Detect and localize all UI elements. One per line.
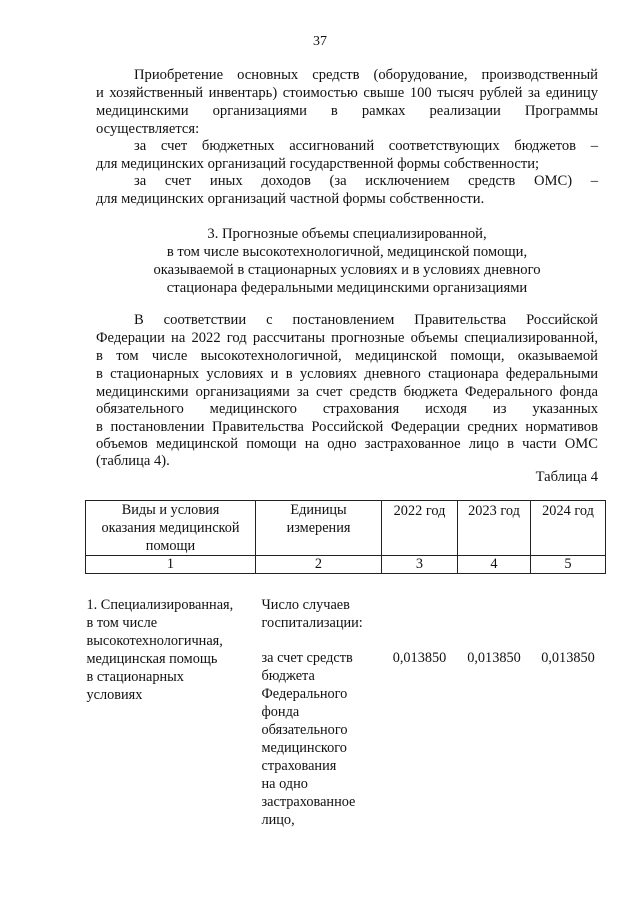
intro-line: за счет иных доходов (за исключением средств ОМС) – <box>134 173 598 189</box>
intro-line: за счет бюджетных ассигнований соответствующих бюджетов – <box>134 138 598 154</box>
section-title-line: в том числе высокотехнологичной, медицинской помощи, <box>166 244 528 260</box>
body-line: в том числе высокотехнологичной, медицинской помощи, оказываемой <box>96 348 598 364</box>
intro-line: и хозяйственный инвентарь) стоимостью свыше 100 тысяч рублей за единицу <box>96 85 598 101</box>
header-2024: 2024 год <box>531 501 606 556</box>
intro-line: медицинскими организациями в рамках реализации Программы <box>96 103 598 119</box>
header-2023: 2023 год <box>458 501 531 556</box>
table-row <box>86 596 606 829</box>
section-title-line: оказываемой в стационарных условиях и в условиях дневного <box>153 262 541 278</box>
header-unit: Единицы измерения <box>256 501 382 556</box>
body-line: медицинскими организациями за счет средств бюджета Федерального фонда <box>96 384 598 400</box>
body-line: Федерации на 2022 год рассчитаны прогнозные объемы специализированной, <box>96 330 598 346</box>
intro-line: для медицинских организаций государственной формы собственности; <box>96 156 540 172</box>
value-2024: 0,013850 <box>541 650 595 666</box>
table-caption: Таблица 4 <box>535 469 598 485</box>
table-header-row <box>86 501 606 556</box>
column-number: 4 <box>458 556 531 574</box>
section-title-line: стационара федеральными медицинскими организациями <box>166 280 528 296</box>
column-number: 2 <box>256 556 382 574</box>
unit-cell: Число случаев госпитализации: за счет средств бюджета Федерального фонда обязательного медицинского страхования на одно застрахованное лицо, <box>261 597 363 828</box>
section-title-line: 3. Прогнозные объемы специализированной, <box>207 226 487 242</box>
body-line: в постановлении Правительства Российской Федерации средних нормативов <box>96 419 598 435</box>
column-number-row <box>86 556 606 574</box>
column-number: 3 <box>382 556 458 574</box>
body-line: объемов медицинской помощи на одно застрахованное лицо в части ОМС <box>96 436 598 452</box>
value-2023: 0,013850 <box>467 650 521 666</box>
column-number: 5 <box>531 556 606 574</box>
column-number: 1 <box>86 556 256 574</box>
header-2022: 2022 год <box>382 501 458 556</box>
value-2022: 0,013850 <box>392 650 447 666</box>
header-type: Виды и условия оказания медицинской помощи <box>86 501 256 556</box>
table-4 <box>85 500 606 829</box>
page-number: 37 <box>313 34 327 49</box>
intro-line: для медицинских организаций частной формы собственности. <box>96 191 485 207</box>
intro-line: Приобретение основных средств (оборудование, производственный <box>134 67 598 83</box>
body-line: обязательного медицинского страхования исходя из указанных <box>96 401 598 417</box>
body-line: в стационарных условиях и в условиях дневного стационара федеральными <box>96 366 598 382</box>
body-line: (таблица 4). <box>96 453 170 469</box>
intro-line: осуществляется: <box>96 121 200 137</box>
body-line: В соответствии с постановлением Правительства Российской <box>134 312 598 328</box>
care-type-cell: 1. Специализированная, в том числе высокотехнологичная, медицинская помощь в стационарных условиях <box>86 597 234 703</box>
